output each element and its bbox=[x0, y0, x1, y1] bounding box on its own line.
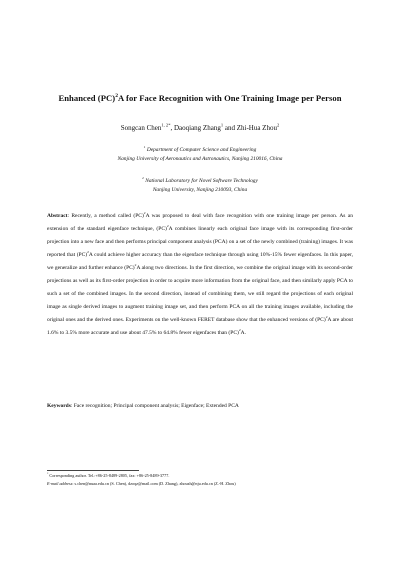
email-text: : s.chen@nuaa.edu.cn (S. Chen), dzoqz@mail.com (D. Zhang), zhouzh@nju.edu.cn (Z.-H. Zhou) bbox=[72, 481, 236, 486]
author-name: Zhi-Hua Zhou bbox=[236, 124, 277, 132]
author-affiliation-mark: 1, 2* bbox=[161, 122, 171, 128]
author-affiliation-mark: 1 bbox=[220, 122, 224, 128]
author-list bbox=[0, 124, 400, 132]
abstract-text: : Recently, a method called (PC) bbox=[67, 213, 144, 219]
abstract-section bbox=[47, 210, 353, 340]
abstract-text: A could achieve higher accuracy than the eigenface technique through using 10%-15% fewer eigenfaces. In this paper, we generalize and further enhance (PC) bbox=[47, 252, 353, 271]
email-label: E-mail address bbox=[47, 481, 73, 486]
affiliation-line: Department of Computer Science and Engineering bbox=[146, 147, 257, 153]
abstract-text: A are about 1.6% to 3.5% more accurate and use about 47.5% to 64.8% fewer eigenfaces than (PC) bbox=[47, 317, 353, 336]
title-superscript: 2 bbox=[115, 93, 119, 100]
author-affiliation-mark: 2 bbox=[276, 122, 280, 128]
affiliation-department bbox=[0, 177, 400, 186]
author-separator: and bbox=[223, 124, 237, 132]
affiliation-1 bbox=[0, 146, 400, 164]
keywords-text: : Face recognition; Principal component analysis; Eigenface; Extended PCA bbox=[70, 403, 239, 409]
abstract-superscript: 2 bbox=[87, 250, 89, 255]
author-name: Songcan Chen bbox=[120, 124, 162, 132]
abstract-text: A along two directions. In the first direction, we combine the original image with its second-order projections as well as its first-order projection in order to acquire more information from the original face, and then similarly apply PCA to such a set of the combined images. In the second direction, instead of combining them, we still regard the projections of each original image as single derived images to augment training image set, and then perform PCA on all the training images available, including the original ones and the derived ones. Experiments on the well-known FERET database show that the enhanced versions of (PC) bbox=[47, 265, 353, 323]
affiliation-institution: Nanjing University, Nanjing 210093, China bbox=[152, 187, 248, 193]
footnote-corresponding bbox=[47, 472, 353, 480]
affiliation-mark: 2 bbox=[142, 176, 144, 181]
title-text-post: A for Face Recognition with One Training Image per Person bbox=[118, 93, 342, 103]
affiliation-line: National Laboratory for Novel Software Technology bbox=[145, 178, 258, 184]
affiliation-institution: Nanjing University of Aeronautics and Astronautics, Nanjing 210016, China bbox=[117, 156, 283, 162]
affiliation-mark: 1 bbox=[143, 145, 146, 150]
affiliation-2 bbox=[0, 177, 400, 195]
author-separator: , bbox=[170, 124, 174, 132]
author-name: Daoqiang Zhang bbox=[173, 124, 221, 132]
abstract-superscript: 2 bbox=[143, 211, 146, 216]
footnote-divider bbox=[47, 470, 139, 471]
abstract-superscript: 2 bbox=[134, 263, 137, 268]
affiliation-department bbox=[0, 146, 400, 155]
abstract-text: A combines linearly each original face image with its corresponding first-order projection into a new face and then performs principal component analysis (PCA) on a set of the newly combined (training) images. It was reported that (PC) bbox=[47, 226, 353, 258]
keywords-label: Keywords bbox=[47, 403, 71, 409]
abstract-label: Abstract bbox=[47, 213, 68, 219]
abstract-superscript: 2 bbox=[166, 224, 169, 229]
paper-title bbox=[0, 93, 400, 103]
abstract-superscript: 2 bbox=[238, 328, 241, 333]
footnote-mark: * bbox=[47, 472, 49, 476]
keywords-section bbox=[47, 401, 353, 411]
abstract-text: A. bbox=[240, 330, 246, 336]
footnote bbox=[47, 472, 353, 488]
abstract-text: A was proposed to deal with face recognition with one training image per person. As an extension of the standard eigenface technique, (PC) bbox=[47, 213, 353, 232]
title-text-pre: Enhanced (PC) bbox=[58, 93, 116, 103]
footnote-email bbox=[47, 480, 353, 488]
abstract-superscript: 2 bbox=[325, 315, 328, 320]
footnote-corresponding-text: Corresponding author. Tel.:+86-25-8489-2805, fax: +86-25-8489-3777. bbox=[48, 473, 170, 478]
